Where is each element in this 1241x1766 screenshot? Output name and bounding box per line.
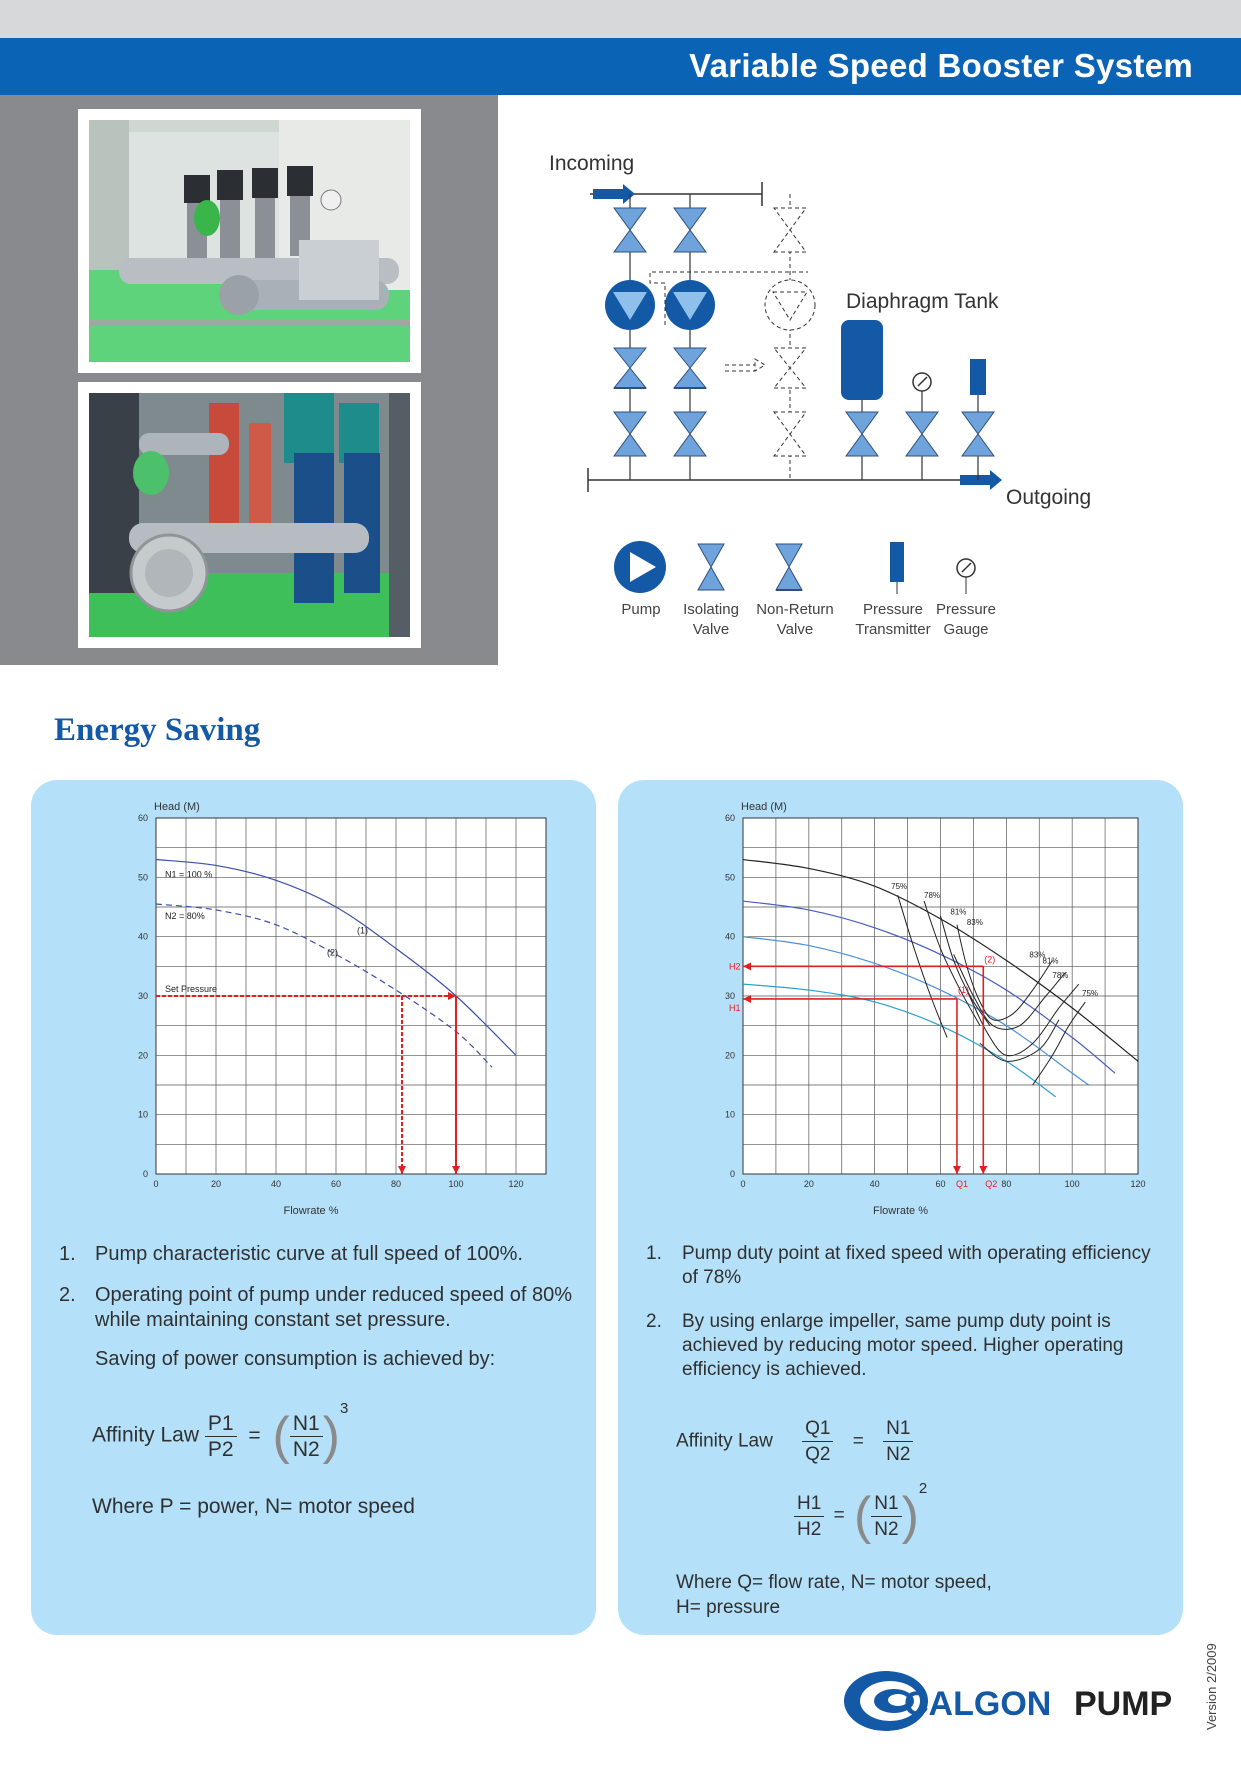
- y-tick-label: 10: [137, 1109, 148, 1120]
- tank-label: Diaphragm Tank: [846, 290, 999, 313]
- x-tick-label: 0: [153, 1179, 159, 1189]
- photo-panel: [0, 95, 498, 665]
- h2-label: H2: [729, 961, 741, 972]
- x-tick-label: 20: [803, 1179, 814, 1189]
- top-strip: [0, 0, 1241, 38]
- incoming-arrow: [593, 184, 635, 204]
- legend-transmitter-label: Pressure Transmitter: [855, 601, 931, 638]
- y-axis-label: Head (M): [741, 801, 787, 813]
- pressure-gauge-column: [906, 373, 938, 480]
- pump-room-photo-2: [78, 382, 421, 648]
- legend-pressure-transmitter-icon: [890, 542, 904, 594]
- incoming-label: Incoming: [549, 152, 635, 175]
- y-tick-label: 60: [137, 813, 148, 823]
- left-note-2: 2. Operating point of pump under reduced speed of 80% while maintaining constant set pressure.: [59, 1284, 572, 1331]
- section-title: Energy Saving: [54, 712, 261, 748]
- duty-point-label-2: (2): [984, 954, 996, 965]
- outgoing-arrow: [960, 470, 1002, 490]
- x-tick-label: 20: [210, 1179, 222, 1189]
- q2-label: Q2: [985, 1179, 998, 1189]
- right-notes: [646, 1242, 1166, 1398]
- pumps: [605, 280, 715, 330]
- pump-curve-chart-1: [101, 790, 551, 1230]
- pressure-transmitter-column: [962, 359, 994, 480]
- standby-pump-dashed: [725, 194, 815, 480]
- efficiency-label: 78%: [1052, 971, 1069, 981]
- legend-nonreturn-label: Non-Return Valve: [756, 601, 834, 638]
- left-where-text: Where P = power, N= motor speed: [92, 1495, 415, 1518]
- series-label-2: N2 = 80%: [165, 910, 205, 921]
- x-tick-label: 40: [869, 1179, 880, 1189]
- x-tick-label: 40: [270, 1179, 282, 1189]
- legend-gauge-label: Pressure Gauge: [935, 601, 997, 638]
- y-tick-label: 0: [142, 1169, 148, 1179]
- x-tick-label: 120: [1130, 1179, 1146, 1189]
- pump-room-photo-1: [78, 109, 421, 373]
- set-pressure-label: Set Pressure: [165, 984, 218, 994]
- q1-label: Q1: [955, 1179, 968, 1189]
- x-tick-label: 80: [390, 1179, 402, 1189]
- left-saving-text: Saving of power consumption is achieved by:: [95, 1348, 496, 1370]
- y-tick-label: 30: [137, 991, 148, 1001]
- left-note-1: 1. Pump characteristic curve at full speed of 100%.: [59, 1243, 523, 1265]
- right-note-2: 2. By using enlarge impeller, same pump duty point is achieved by reducing motor speed. Higher operating efficiency is achieved.: [646, 1311, 1124, 1380]
- y-tick-label: 60: [724, 813, 735, 823]
- legend-pressure-gauge-icon: [957, 559, 975, 594]
- isolating-valves: [614, 208, 706, 456]
- left-notes: [59, 1242, 579, 1388]
- page-title: Variable Speed Booster System: [689, 47, 1193, 84]
- legend-pump-label: Pump: [621, 601, 661, 618]
- right-affinity-law-2: $\frac{H1}{H2}$ = ( $\frac{N1}{N2}$ )$^2$: [794, 1490, 927, 1542]
- series-label-1: N1 = 100 %: [165, 869, 213, 880]
- y-tick-label: 20: [724, 1050, 735, 1061]
- right-card: [618, 780, 1183, 1635]
- x-tick-label: 100: [448, 1179, 464, 1189]
- efficiency-label: 78%: [924, 891, 941, 901]
- y-tick-label: 30: [724, 991, 735, 1001]
- duty-point-label-1: (1): [957, 984, 969, 995]
- schematic-legend: [608, 538, 1008, 598]
- x-tick-label: 80: [1001, 1179, 1012, 1189]
- y-axis-label: Head (M): [154, 801, 200, 813]
- outgoing-label: Outgoing: [1006, 486, 1092, 509]
- title-bar: [0, 38, 1241, 95]
- version-text: Version 2/2009: [1204, 1643, 1219, 1730]
- x-axis-label: Flowrate %: [283, 1205, 339, 1217]
- right-affinity-law-1: Affinity Law $\frac{Q1}{Q2}$ = $\frac{N1}{N2}$: [676, 1416, 913, 1467]
- left-affinity-law: Affinity Law $\frac{P1}{P2}$ = ( $\frac{N1}{N2}$ )$^3$: [92, 1400, 349, 1465]
- efficiency-label: 81%: [1042, 956, 1059, 966]
- svg-text:CALGON: CALGON: [904, 1685, 1052, 1723]
- y-tick-label: 20: [137, 1050, 148, 1061]
- efficiency-label: 83%: [966, 917, 983, 927]
- efficiency-label: 75%: [1082, 989, 1099, 998]
- legend-pump-icon: [614, 541, 666, 593]
- x-tick-label: 120: [508, 1179, 524, 1189]
- y-tick-label: 50: [724, 872, 735, 883]
- calgon-logo: [842, 1665, 1182, 1737]
- right-note-1: 1. Pump duty point at fixed speed with operating efficiency of 78%: [646, 1243, 1151, 1288]
- curve-label-1: (1): [357, 925, 368, 936]
- pump-curve-chart-2: [688, 790, 1146, 1230]
- y-tick-label: 40: [137, 931, 148, 942]
- curve-label-2: (2): [327, 947, 338, 958]
- right-where-text: Where Q= flow rate, N= motor speed, H= pressure: [676, 1572, 992, 1618]
- x-tick-label: 60: [330, 1179, 342, 1189]
- efficiency-label: 81%: [950, 907, 967, 917]
- x-axis-label: Flowrate %: [872, 1205, 929, 1217]
- booster-schematic: [520, 150, 1110, 530]
- h1-label: H1: [729, 1002, 741, 1013]
- legend-isolating-valve-icon: [698, 544, 724, 590]
- legend-isolating-label: Isolating Valve: [683, 601, 739, 638]
- diaphragm-tank: [841, 320, 883, 480]
- left-card: [31, 780, 596, 1635]
- y-tick-label: 0: [729, 1169, 735, 1179]
- efficiency-label: 83%: [1029, 950, 1046, 960]
- svg-text:PUMP: PUMP: [1074, 1685, 1173, 1723]
- y-tick-label: 50: [137, 872, 148, 883]
- x-tick-label: 100: [1064, 1179, 1080, 1189]
- x-tick-label: 0: [740, 1179, 746, 1189]
- efficiency-label: 75%: [891, 882, 908, 892]
- legend-non-return-valve-icon: [776, 544, 802, 590]
- y-tick-label: 10: [724, 1109, 735, 1120]
- y-tick-label: 40: [724, 931, 735, 942]
- x-tick-label: 60: [935, 1179, 946, 1189]
